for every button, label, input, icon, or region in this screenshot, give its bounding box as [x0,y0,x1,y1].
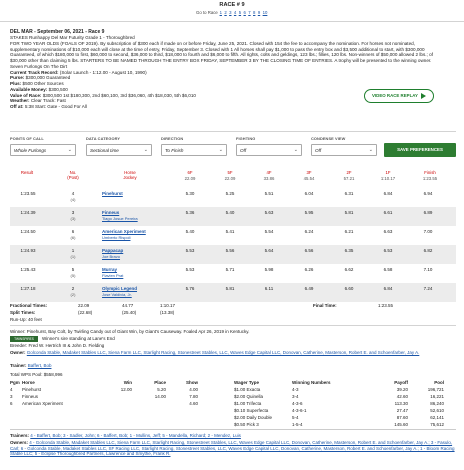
sectional-time: 6.35 [344,248,354,253]
race-conditions-line: Guaranteed, of which $180,000 to first, $60,000 to second, $36,000 to third, $18,000 to fourth and $6,000 to fifth. All rights, colts and geldings, 123 lbs.; fillies, 120 lbs. Non-winners of $50,000 allowed 2 lbs.; of [10,52,433,58]
payout-header: Place [154,380,166,385]
payout-cell: 14.00 [154,394,166,399]
wager-cell: 4-3 [292,387,299,392]
col-header-6f: 6F [187,170,193,175]
payout-header: Pgm [10,380,20,385]
col-subheader: 33.86 [263,176,275,181]
post-position: (2) [70,292,76,297]
trainers-label: Trainers: [10,433,30,438]
col-header-3f: 3F [306,170,312,175]
fighting-label: FIGHTING [236,136,256,141]
wps-pool: Total WPS Pool: $558,996 [10,372,63,377]
col-header-number: No. (Post) [67,170,79,181]
race-conditions-line: Seven Furlongs On The Dirt [10,63,68,69]
col-header-result: Result [20,170,34,175]
payout-cell: Finneus [22,394,39,399]
wager-cell: $0.10 Superfecta [234,408,269,413]
chevron-down-icon: ⌄ [143,147,148,153]
final-time-label: Final Time: [313,303,337,308]
table-row [10,283,456,302]
sectional-time: 6.94 [423,191,433,196]
race-link-10[interactable]: 10 [262,9,268,15]
sectional-time: 5.30 [185,191,195,196]
jockey-link[interactable]: Jose Valdivia, Jr. [102,292,132,297]
sectional-time: 6.84 [383,286,393,291]
detail-value: $300,000 Guaranteed [25,75,71,81]
program-number: 5 [71,267,75,272]
race-link-1[interactable]: 1 [219,9,222,15]
payout-cell: 4.00 [189,387,198,392]
split-3: (13.38) [160,310,175,315]
sectional-time: 6.60 [344,286,354,291]
horse-link[interactable]: Pappacap [102,248,124,253]
sectional-time: 5.64 [264,248,274,253]
sectional-time: 5.40 [185,229,195,234]
wager-cell: 4-3-6 [292,401,303,406]
sectional-time: 6.63 [383,229,393,234]
table-row [10,226,456,245]
fraction-3: 1:10.17 [160,303,176,308]
jockey-link[interactable]: Tiago Josue Pereira [102,216,138,221]
sectional-time: 5.81 [225,286,235,291]
select-value: To Finish [165,148,184,153]
payout-header: Show [186,380,198,385]
detail-value: (Solar Launch - 1:12.00 - August 10, 1990) [59,69,147,75]
result-time: 1:24.39 [20,210,36,215]
select-value: Off [315,148,322,153]
owner-link[interactable]: Golconda Stable, Madaket Stables LLC, Siena Farm LLC, Starlight Racing, Stonestreet Stables, LLC, Waves Edge Capital LLC, Donovan, Catherine, Masterson, Robert E. and Schoenfarber, Jay A. [26,350,420,355]
payout-header: Horse [22,380,35,385]
condense-view-select[interactable] [311,144,377,156]
wager-cell: 52,610 [430,408,444,413]
sectional-time: 5.95 [304,210,314,215]
wager-cell: $2.00 Daily Double [234,415,273,420]
detail-label: Off at: [10,104,24,110]
col-header-horse: Horse Jockey [123,170,137,181]
sectional-time: 6.24 [304,229,314,234]
split-1: (22.68) [78,310,93,315]
payout-cell: 6 [10,401,13,406]
sectional-time: 5.81 [344,210,354,215]
owners-label: Owners: [10,440,29,445]
col-header-4f: 4F [266,170,272,175]
result-time: 1:23.55 [20,191,36,196]
run-up: Run-Up: 40 feet [10,317,42,322]
sectional-time: 5.51 [264,191,274,196]
jockey-link[interactable]: Umberto Rispoli [102,235,131,240]
final-time-value: 1:23.55 [377,303,393,308]
sectional-time: 6.21 [344,229,354,234]
wager-cell: 145.60 [394,422,408,427]
data-category-select[interactable] [86,144,152,156]
race-info-title: DEL MAR - September 06, 2021 - Race 9 [10,29,105,35]
detail-label: Available Money: [10,86,48,92]
detail-value: $300,500 1st $180,300, 2nd $60,100, 3rd $36,060, 4th $18,030, 5th $6,010 [42,92,196,98]
table-row [10,264,456,283]
direction-select[interactable] [161,144,227,156]
owners-line [10,440,456,457]
fractional-label: Fractional Times: [10,303,48,308]
wager-cell: 62,141 [430,415,444,420]
race-link-9[interactable]: 9 [257,9,261,15]
race-conditions-line: FOR TWO YEAR OLDS (FOALS OF 2019). By subscription of $300 each if made on or before Friday, June 25, 2021. Closed with 154 the fee to accompany the nomination. For horses not nominated, [10,40,415,46]
sectional-time: 5.76 [185,286,195,291]
horse-link[interactable]: Murray [102,267,118,272]
post-position: (1) [70,254,76,259]
chevron-down-icon: ⌄ [368,147,373,153]
trainers-links[interactable]: 4 - Baffert, Bob; 3 - Sadler, John; 6 - Baffert, Bob; 1 - Mullins, Jeff; 5 - Mandella, Richard; 2 - Mendez, Luis [30,433,241,438]
col-subheader: 1:10.17 [380,176,396,181]
points-of-call-select[interactable] [10,144,76,156]
col-header-finish: Finish [424,170,436,175]
trainer-line [10,363,51,369]
wager-header: Wager Type [234,380,260,385]
wager-cell: 16,221 [430,394,444,399]
select-value: Sectional time [90,148,119,153]
race-link-7[interactable]: 7 [248,9,251,15]
race-link-6[interactable]: 6 [243,9,246,15]
race-link-3[interactable]: 3 [229,9,232,15]
payout-cell: 5.20 [157,387,166,392]
sectional-time: 5.63 [264,210,274,215]
sectional-time: 6.53 [383,248,393,253]
save-preferences-button[interactable]: SAVE PREFERENCES [384,143,456,157]
sectional-time: 5.53 [185,267,195,272]
sectional-time: 6.84 [383,191,393,196]
sectional-time: 6.11 [264,286,274,291]
race-navigation [0,10,464,15]
col-subheader: 45.54 [303,176,315,181]
sectional-time: 7.24 [423,286,433,291]
sectional-time: 7.10 [423,267,433,272]
post-position: (4) [70,197,76,202]
sectional-time: 6.49 [304,286,314,291]
post-position: (5) [70,273,76,278]
breeder-line: Breeder: Fred W. Hertrich III & John D. Fielding [10,343,105,348]
table-row [10,245,456,264]
wager-cell: 86,240 [430,401,444,406]
detail-label: Value of Race: [10,92,42,98]
horse-link[interactable]: Olympic Legend [102,286,138,291]
split-label: Split Times: [10,310,36,315]
race-link-4[interactable]: 4 [233,9,237,15]
payout-cell: 12.00 [120,387,132,392]
sectional-time: 7.00 [423,229,433,234]
owner-line [10,350,456,356]
divider [10,131,456,132]
split-times [10,310,175,316]
sectional-time: 6.04 [304,191,314,196]
wager-cell: 87.60 [396,415,408,420]
result-time: 1:25.43 [20,267,36,272]
sectional-time: 5.41 [225,229,235,234]
sectional-time: 5.36 [185,210,195,215]
sectional-time: 6.56 [304,248,314,253]
detail-value: 5:38 Start: Gate - Good For All [24,104,87,110]
wager-cell: 75,612 [430,422,444,427]
wager-cell: $2.00 Quinella [234,394,264,399]
data-category-label: DATA CATEGORY [86,136,121,141]
program-number: 4 [71,191,75,196]
sponsor-banner[interactable]: TWINSPIRES [10,336,38,342]
trainer-label: Trainer: [10,363,27,368]
wager-cell: 1-5-4 [292,422,303,427]
detail-value: Clear Track: Fast [30,98,66,104]
jockey-link[interactable]: Flavien Prat [102,273,124,278]
col-subheader: 1:23.55 [422,176,438,181]
chevron-down-icon: ⌄ [67,147,72,153]
horse-link[interactable]: American Xperiment [102,229,146,234]
wager-cell: 5-4 [292,415,299,420]
divider [10,429,456,430]
wager-cell: 42.60 [396,394,408,399]
sectional-time: 6.62 [344,267,354,272]
wager-cell: 27.47 [396,408,408,413]
sectional-time: 5.25 [225,191,235,196]
replay-label: VIDEO RACE REPLAY [372,93,418,99]
race-title: RACE # 9 [219,2,245,8]
banner-text: Winner's sire standing at Lane's End [42,336,115,341]
wager-cell: 3-4 [292,394,299,399]
condense-view-label: CONDENSE VIEW [311,136,346,141]
col-subheader: 57.21 [343,176,355,181]
result-time: 1:24.50 [20,229,36,234]
sectional-time: 6.31 [344,191,354,196]
post-position: (3) [70,216,76,221]
detail-label: Weather: [10,98,30,104]
points-of-call-label: POINTS OF CALL [10,136,44,141]
winner-line: Winner: Pinehurst, Bay Colt, by Twirling Candy out of Giant Win, by Giant's Causeway. Foaled Apr 26, 2019 in Kentucky. [10,329,250,334]
split-2: (25.40) [122,310,137,315]
wager-header: Winning Numbers [292,380,331,385]
race-link-5[interactable]: 5 [238,9,242,15]
sectional-time: 5.98 [264,267,274,272]
payout-cell: 3 [10,394,13,399]
payout-cell: 4.60 [189,401,198,406]
sectional-time: 6.26 [304,267,314,272]
program-number: 3 [71,210,75,215]
payout-cell: Pinehurst [22,387,42,392]
owner-label: Owner: [10,350,26,355]
race-conditions-line: $30,000 other than claiming 5 lbs. STARTERS TO BE NAMED THROUGH THE ENTRY BOX FRIDAY, SEPTEMBER 3 BY THE CLOSING TIME OF ENTRIES. A trophy will be presented to the winning owner. [10,58,432,64]
payout-cell: 4 [10,387,13,392]
payout-cell: 7.80 [189,394,198,399]
owners-links[interactable]: 4 - Golconda Stable, Madaket Stables LLC, Siena Farm LLC, Starlight Racing, Stonestreet Stables, LLC, Waves Edge Capital LLC, Donovan, Catherine, Masterson, Robert E. and Schoenfarber, Jay A.; 3 - Fasulo, Carl; 6 - Golconda Stable, Madaket Stables LLC, SF Racing LLC, Starlight Racing, Stonestreet Stables, LLC, Waves Edge Capital LLC, Donovan, Catherine, Masterson, Robert E. and Schoenfarber, Jay A.; 1 - Bloom Racing Stable LLC; 5 - Eclipse Thoroughbred Partners, Lawrence and Smythe, Frank R. [10,440,455,457]
wager-header: Payoff [394,380,408,385]
race-conditions-line: STAKES Runhappy Del Mar Futurity Grade 1 - Thoroughbred [10,35,135,41]
sectional-time: 5.71 [225,267,235,272]
wager-cell: 196,721 [427,387,444,392]
fractional-times [10,303,176,309]
video-replay-button[interactable] [364,89,434,103]
fighting-select[interactable] [236,144,302,156]
chevron-down-icon: ⌄ [293,147,298,153]
result-time: 1:24.93 [20,248,36,253]
sectional-time: 6.89 [423,210,433,215]
final-time [313,303,393,309]
trainers-line [10,433,456,439]
race-conditions-line: supplementary nominations of $10,000 each will close at the time of entry, Friday, September 3. Closed with 1 All horses shall pay $1,000 to pass the entry box and $3,500 additional to start, with $300,000 [10,46,425,52]
payout-cell: American Xperiment [22,401,63,406]
race-header [0,0,464,22]
sectional-time: 5.56 [225,248,235,253]
wager-cell: 113.30 [394,401,408,406]
program-number: 2 [71,286,75,291]
program-number: 6 [71,229,75,234]
goto-label: Go to Race [196,9,218,15]
col-subheader: 22.09 [224,176,236,181]
col-header-5f: 5F [227,170,233,175]
jockey-link[interactable]: Joe Bravo [102,254,121,259]
detail-label: Current Track Record: [10,69,59,75]
select-value: Whole Furlongs [14,148,47,153]
sectional-time: 5.54 [264,229,274,234]
result-time: 1:27.18 [20,286,36,291]
wager-header: Pool [434,380,444,385]
wager-cell: $0.50 Pick 3 [234,422,259,427]
divider [10,325,456,326]
sectional-time: 6.82 [423,248,433,253]
post-position: (6) [70,235,76,240]
col-header-2f: 2F [346,170,352,175]
table-row [10,188,456,207]
race-link-2[interactable]: 2 [224,9,227,15]
wager-cell: $1.00 Trifecta [234,401,262,406]
fraction-1: 22.09 [78,303,90,308]
program-number: 1 [71,248,75,253]
sectional-time: 6.58 [383,267,393,272]
detail-label: Plus: [10,81,22,87]
chevron-down-icon: ⌄ [218,147,223,153]
wager-cell: $1.00 Exacta [234,387,261,392]
detail-label: Purse: [10,75,25,81]
trainer-link[interactable]: Baffert, Bob [27,363,52,368]
table-row [10,207,456,226]
horse-link[interactable]: Finneus [102,210,120,215]
col-subheader: 22.09 [184,176,196,181]
wager-cell: 4-3-6-1 [292,408,307,413]
sectional-time: 6.61 [383,210,393,215]
horse-link[interactable]: Pinehurst [102,191,123,196]
col-header-1f: 1F [385,170,391,175]
race-link-8[interactable]: 8 [253,9,256,15]
detail-value: $300,500 [48,86,68,92]
fraction-2: 44.77 [122,303,134,308]
direction-label: DIRECTION [161,136,184,141]
payout-header: Win [123,380,132,385]
sectional-time: 5.40 [225,210,235,215]
play-icon [421,93,426,99]
select-value: Off [240,148,247,153]
sectional-time: 5.53 [185,248,195,253]
detail-value: $500 Other Sources [22,81,64,87]
wager-cell: 39.20 [396,387,408,392]
detail-row [10,104,456,110]
